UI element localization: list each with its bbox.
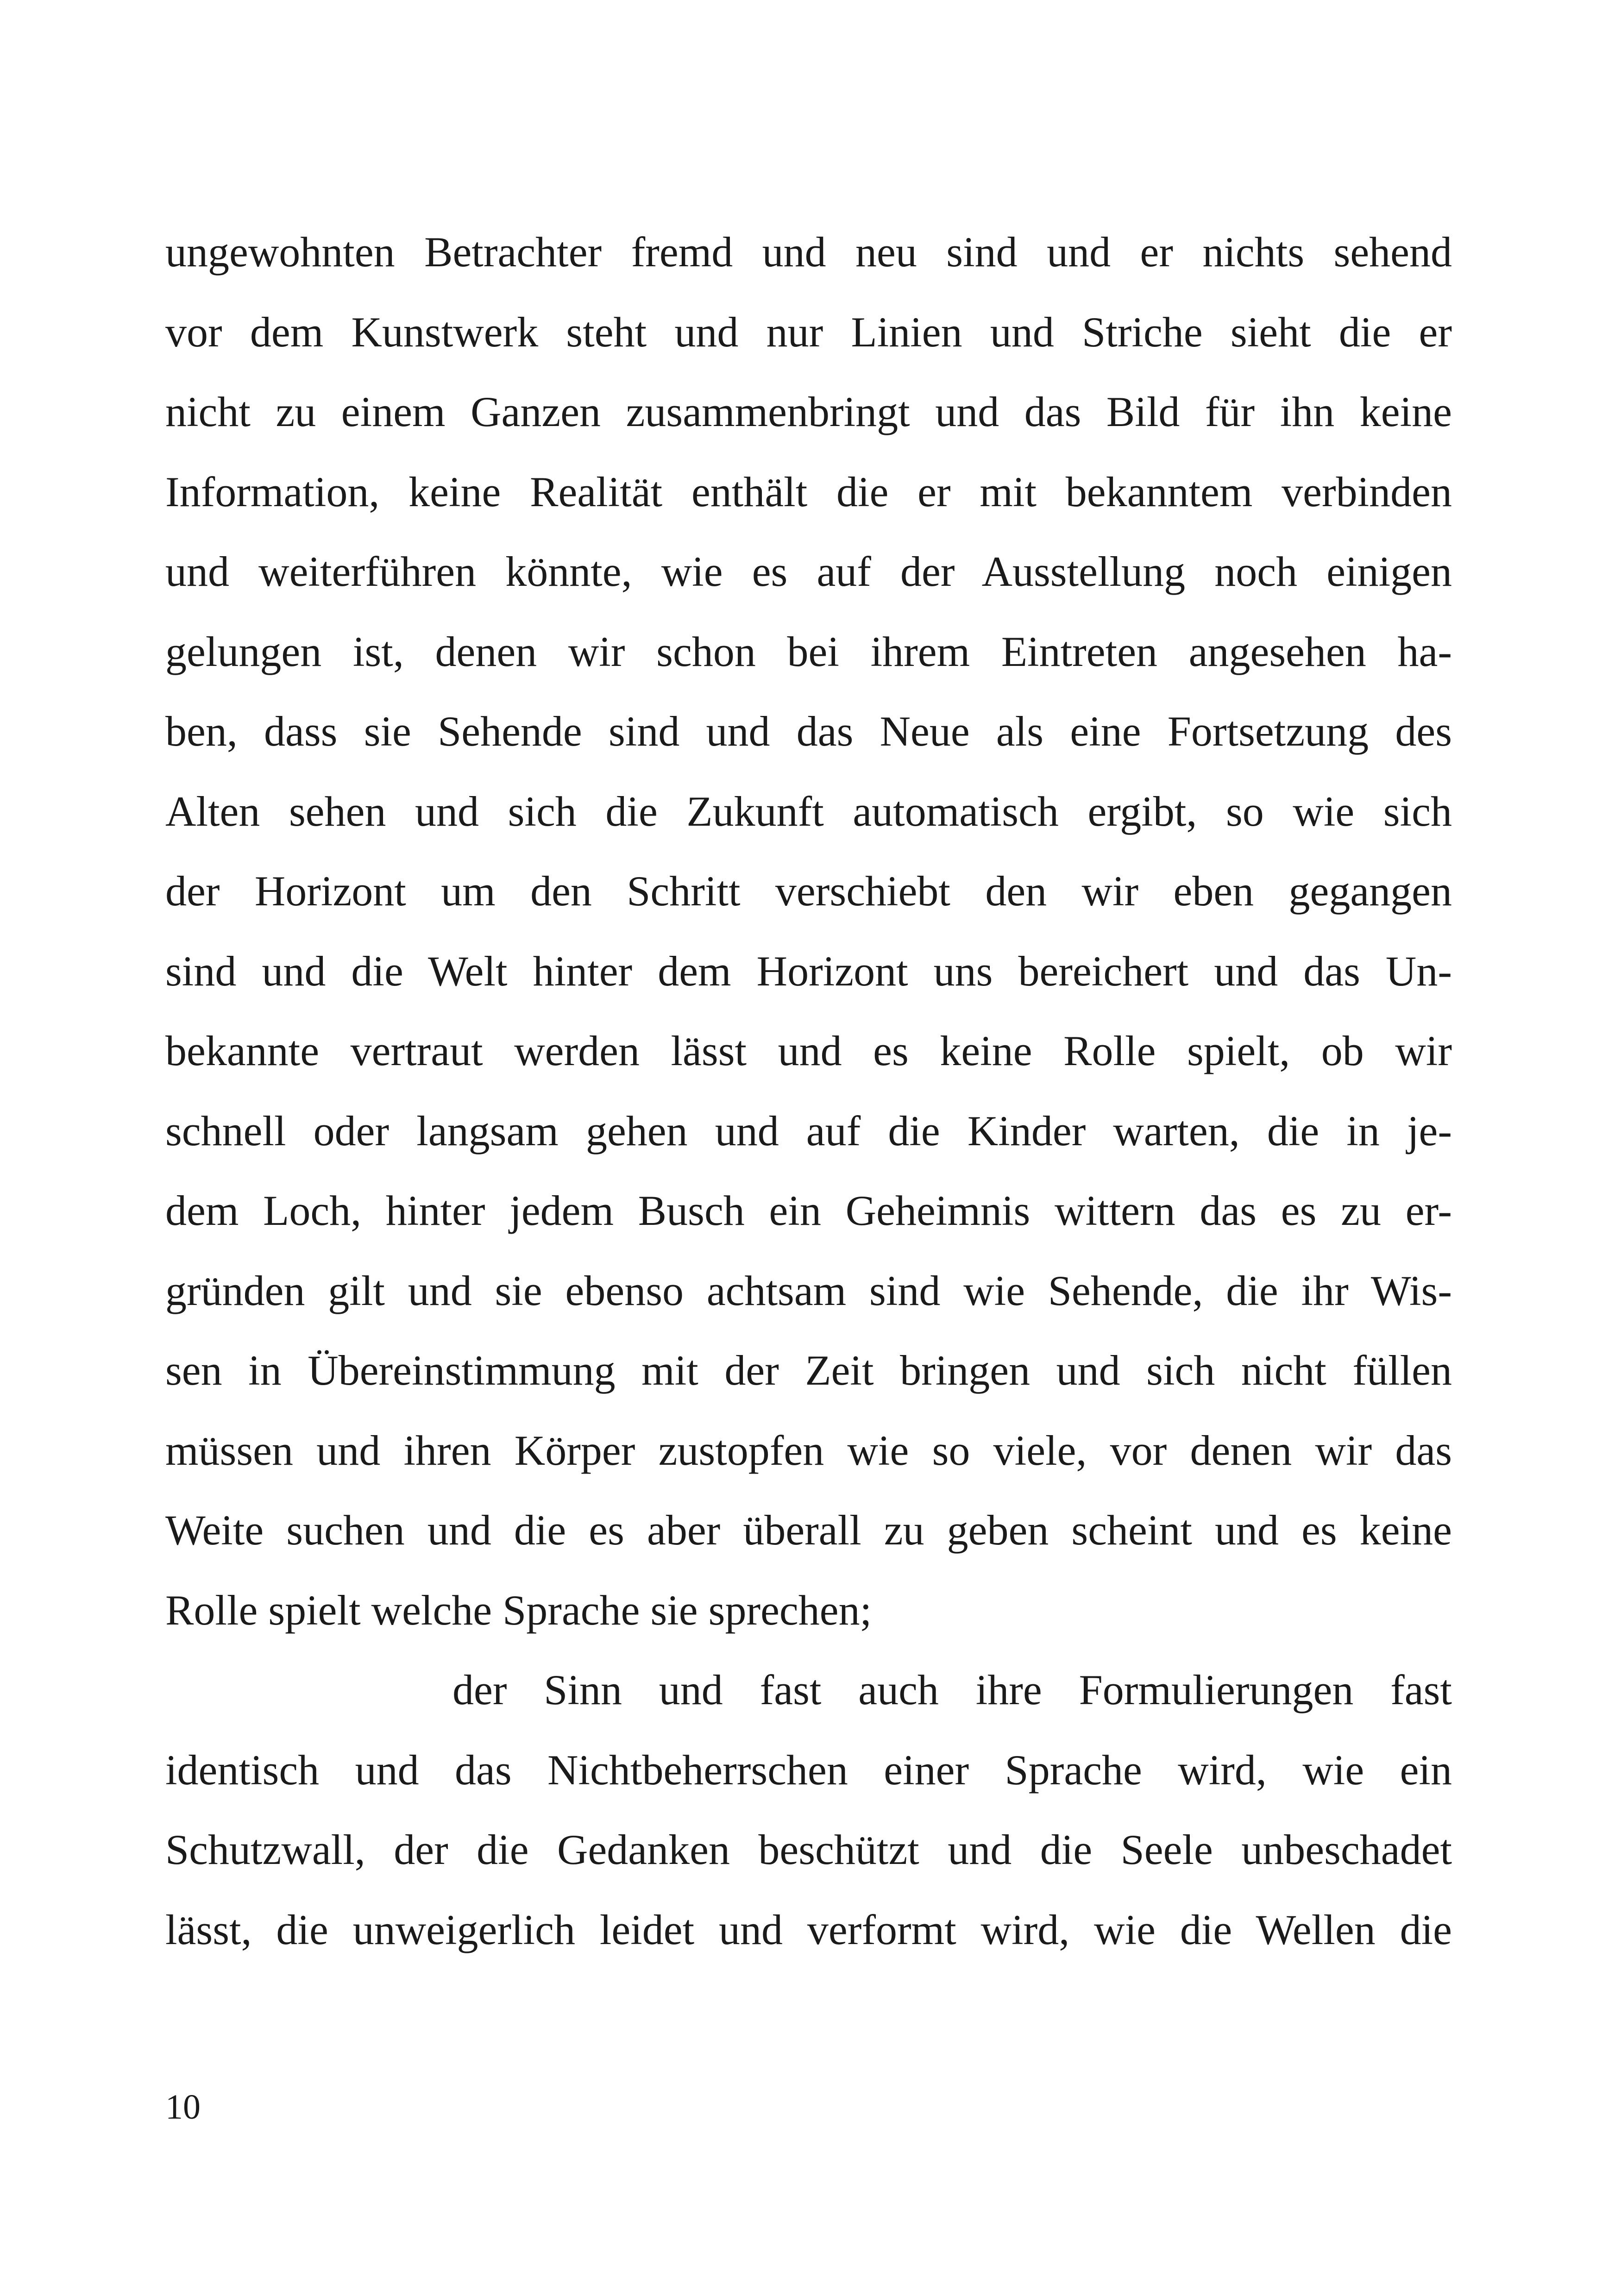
text-line: Rolle spielt welche Sprache sie sprechen; <box>165 1586 872 1634</box>
text-line: dem Loch, hinter jedem Busch ein Geheimnis wittern das es zu er- <box>165 1187 1452 1234</box>
text-line: Information, keine Realität enthält die er mit bekanntem verbinden <box>165 468 1452 515</box>
text-line: gelungen ist, denen wir schon bei ihrem Eintreten angesehen ha- <box>165 627 1452 675</box>
text-line: lässt, die unweigerlich leidet und verformt wird, wie die Wellen die <box>165 1906 1452 1953</box>
paragraph-1 <box>165 212 1452 1650</box>
text-line: gründen gilt und sie ebenso achtsam sind wie Sehende, die ihr Wis- <box>165 1267 1452 1314</box>
text-line: und weiterführen könnte, wie es auf der Ausstellung noch einigen <box>165 548 1452 595</box>
text-line: Schutzwall, der die Gedanken beschützt und die Seele unbeschadet <box>165 1826 1452 1873</box>
text-line: Alten sehen und sich die Zukunft automatisch ergibt, so wie sich <box>165 787 1452 835</box>
text-line: nicht zu einem Ganzen zusammenbringt und das Bild für ihn keine <box>165 388 1452 435</box>
text-line: der Horizont um den Schritt verschiebt den wir eben gegangen <box>165 867 1452 915</box>
text-line: vor dem Kunstwerk steht und nur Linien und Striche sieht die er <box>165 308 1452 356</box>
page-number: 10 <box>165 2088 201 2127</box>
text-line: bekannte vertraut werden lässt und es keine Rolle spielt, ob wir <box>165 1027 1452 1074</box>
text-line: identisch und das Nichtbeherrschen einer Sprache wird, wie ein <box>165 1746 1452 1794</box>
body-text <box>165 212 1452 1970</box>
text-line: sind und die Welt hinter dem Horizont uns bereichert und das Un- <box>165 947 1452 995</box>
paragraph-2 <box>165 1650 1452 1970</box>
text-line: sen in Übereinstimmung mit der Zeit bringen und sich nicht füllen <box>165 1347 1452 1394</box>
text-line: ben, dass sie Sehende sind und das Neue als eine Fortsetzung des <box>165 708 1452 755</box>
text-line: Weite suchen und die es aber überall zu geben scheint und es keine <box>165 1506 1452 1554</box>
text-line: müssen und ihren Körper zustopfen wie so viele, vor denen wir das <box>165 1426 1452 1474</box>
text-line: ungewohnten Betrachter fremd und neu sind und er nichts sehend <box>165 228 1452 276</box>
text-line: der Sinn und fast auch ihre Formulierungen fast <box>452 1666 1452 1713</box>
text-line: schnell oder langsam gehen und auf die Kinder warten, die in je- <box>165 1107 1452 1154</box>
